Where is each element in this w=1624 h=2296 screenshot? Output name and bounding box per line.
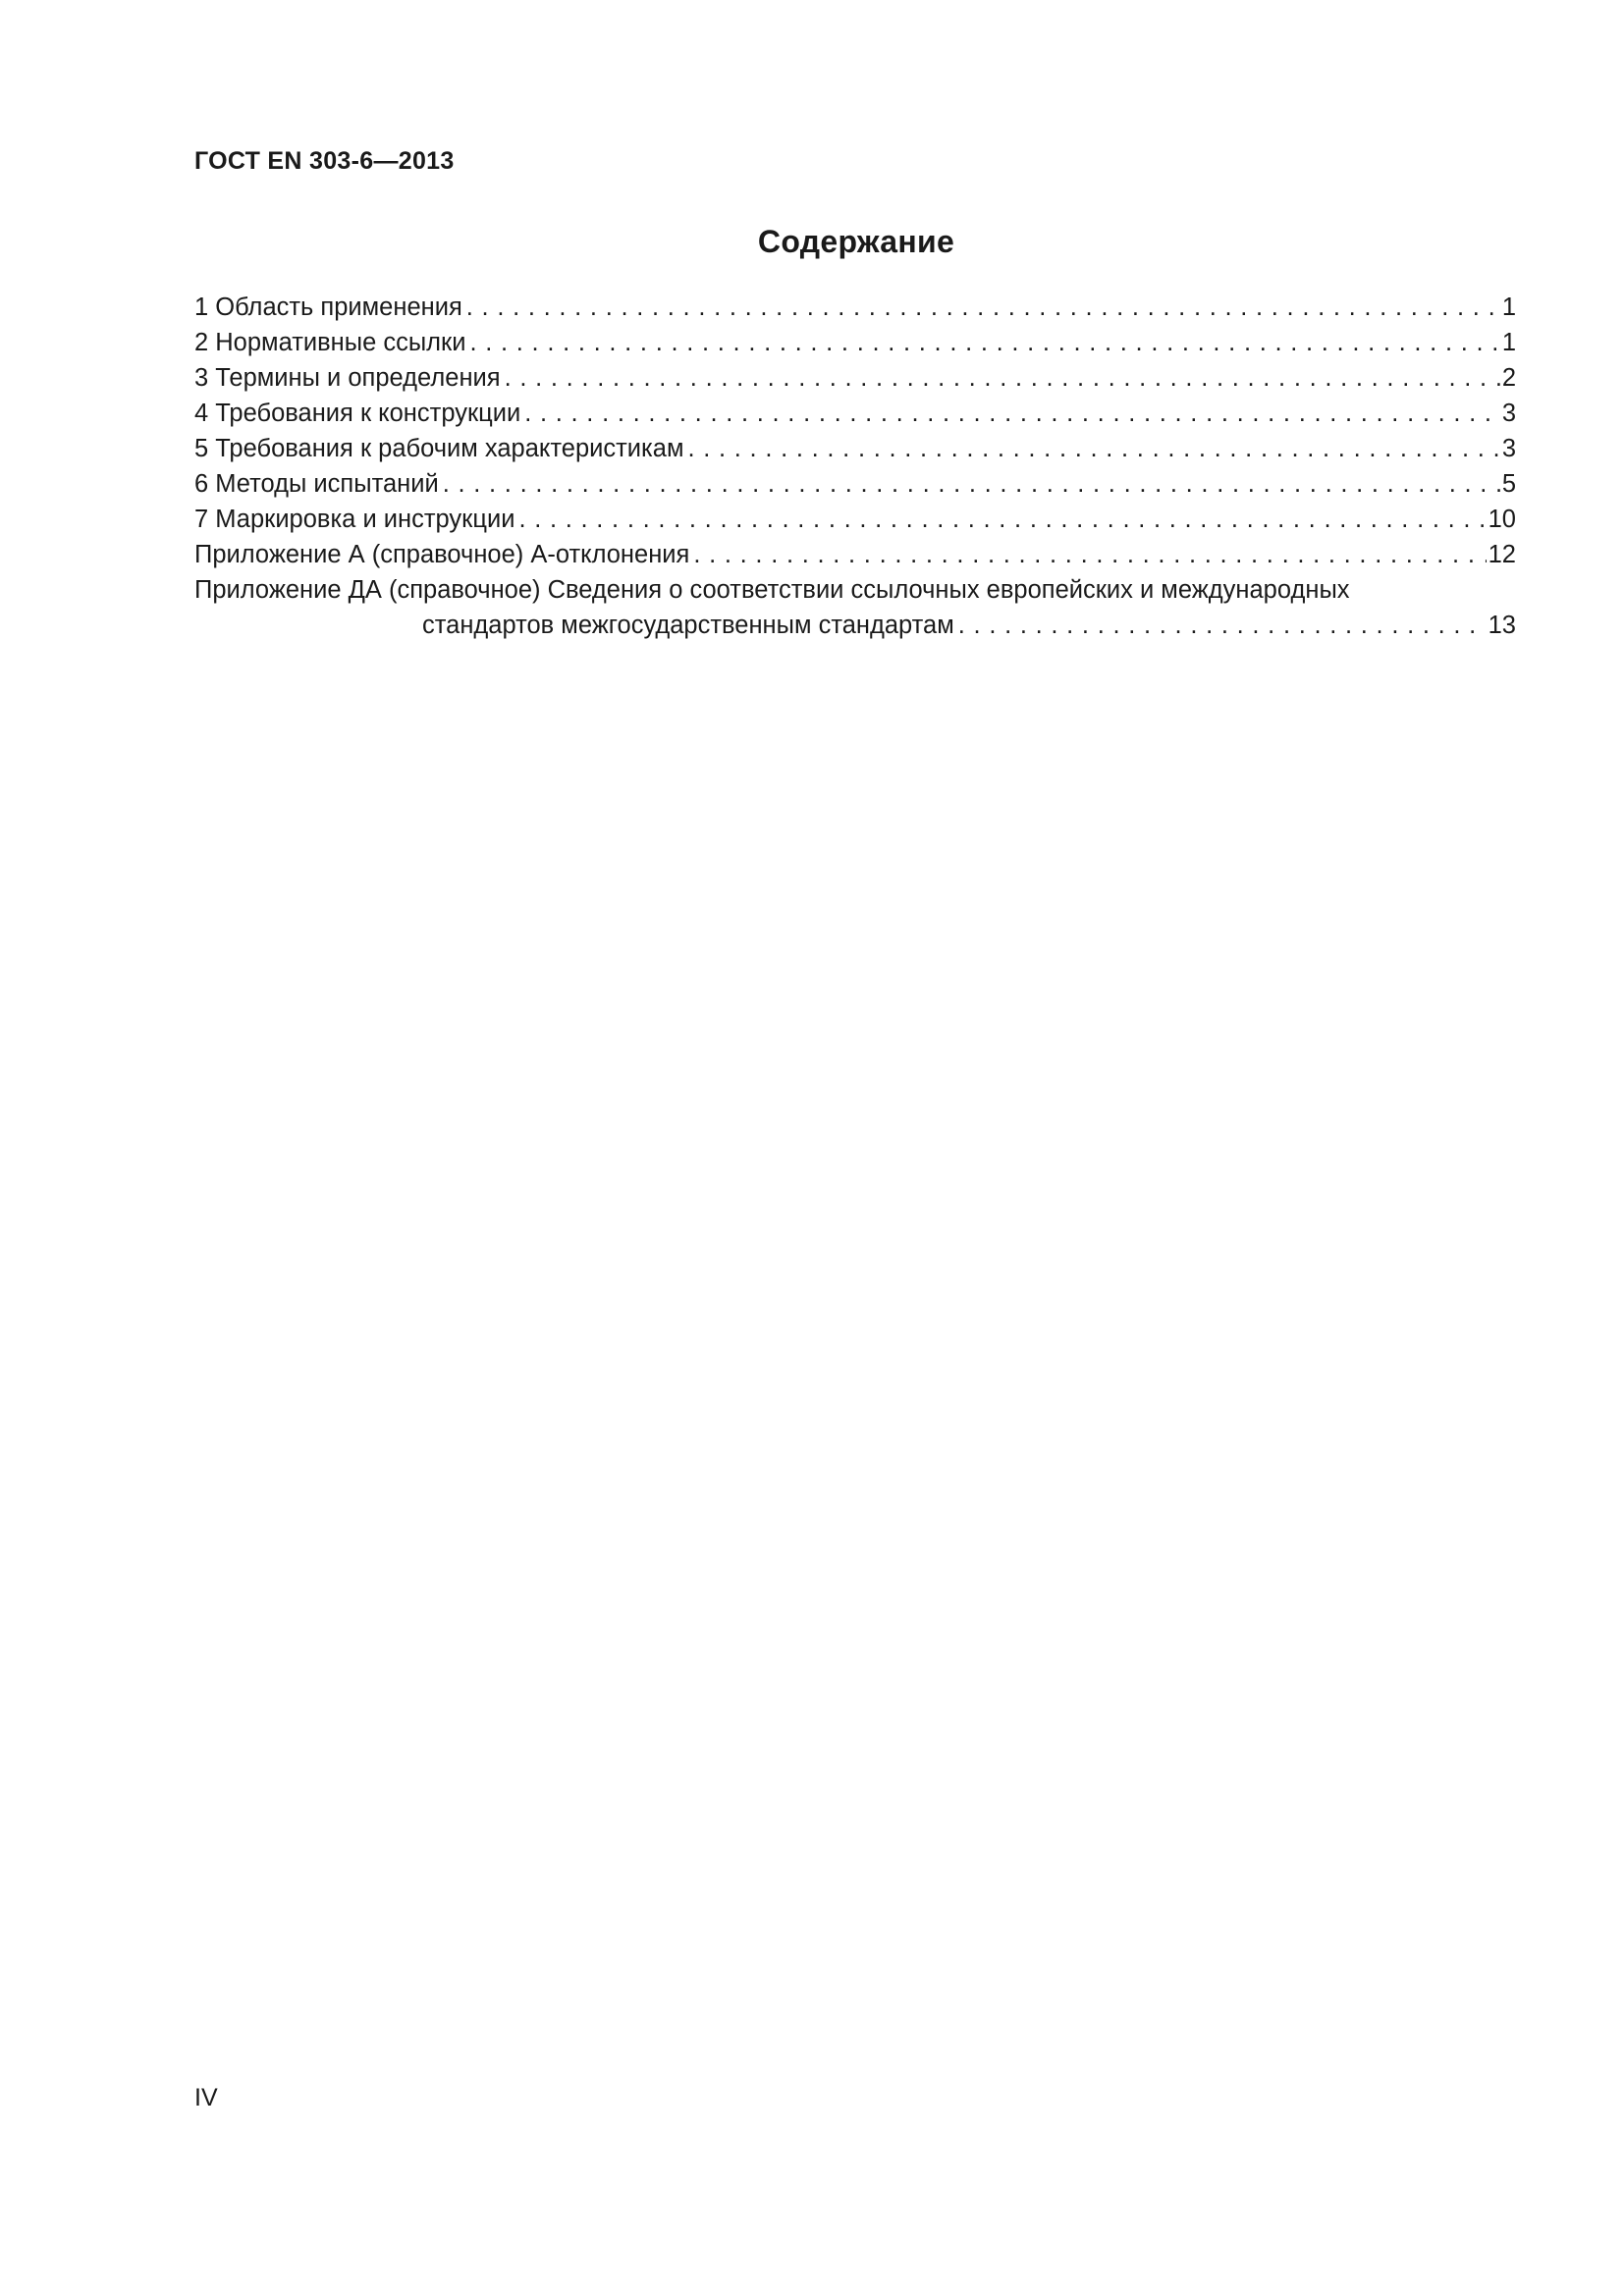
toc-entry[interactable] — [194, 431, 1516, 466]
dot-leader — [524, 396, 1500, 431]
toc-entry[interactable] — [194, 290, 1516, 325]
toc-entry-label: 4 Требования к конструкции — [194, 400, 521, 427]
table-of-contents — [194, 290, 1516, 643]
toc-entry-page: 5 — [1501, 470, 1516, 498]
toc-entry-label-continued: стандартов межгосударственным стандартам — [422, 612, 954, 639]
toc-entry[interactable] — [194, 537, 1516, 572]
dot-leader — [443, 466, 1500, 502]
toc-entry-first-line — [194, 572, 1516, 608]
dot-leader — [687, 431, 1499, 466]
toc-entry-label: Приложение А (справочное) А-отклонения — [194, 541, 690, 568]
document-code: ГОСТ EN 303-6—2013 — [194, 147, 455, 175]
toc-entry-label: 1 Область применения — [194, 294, 462, 321]
toc-entry-continuation — [194, 608, 1516, 643]
toc-entry-page: 12 — [1488, 541, 1516, 568]
dot-leader — [469, 325, 1499, 360]
toc-entry-label: 6 Методы испытаний — [194, 470, 439, 498]
dot-leader — [466, 290, 1500, 325]
dot-leader — [958, 608, 1487, 643]
toc-entry-page: 13 — [1488, 612, 1516, 639]
toc-entry-page: 1 — [1501, 294, 1516, 321]
toc-entry-page: 3 — [1501, 400, 1516, 427]
toc-entry-label: 3 Термины и определения — [194, 364, 501, 392]
toc-entry-page: 10 — [1488, 506, 1516, 533]
toc-entry[interactable] — [194, 502, 1516, 537]
toc-title: Содержание — [757, 224, 955, 259]
dot-leader — [518, 502, 1486, 537]
toc-entry-label: 7 Маркировка и инструкции — [194, 506, 515, 533]
toc-entry[interactable] — [194, 360, 1516, 396]
toc-entry-page: 2 — [1501, 364, 1516, 392]
toc-entry-page: 3 — [1501, 435, 1516, 462]
toc-entry-appendix-da[interactable] — [194, 572, 1516, 643]
toc-entry[interactable] — [194, 325, 1516, 360]
toc-entry-label: 2 Нормативные ссылки — [194, 329, 466, 356]
dot-leader — [505, 360, 1500, 396]
toc-entry-page: 1 — [1501, 329, 1516, 356]
toc-entry-label: 5 Требования к рабочим характеристикам — [194, 435, 684, 462]
dot-leader — [693, 537, 1486, 572]
toc-entry[interactable] — [194, 466, 1516, 502]
toc-entry-label: Приложение ДА (справочное) Сведения о соответствии ссылочных европейских и международных — [194, 576, 1350, 604]
page-number: IV — [194, 2084, 218, 2111]
toc-entry[interactable] — [194, 396, 1516, 431]
